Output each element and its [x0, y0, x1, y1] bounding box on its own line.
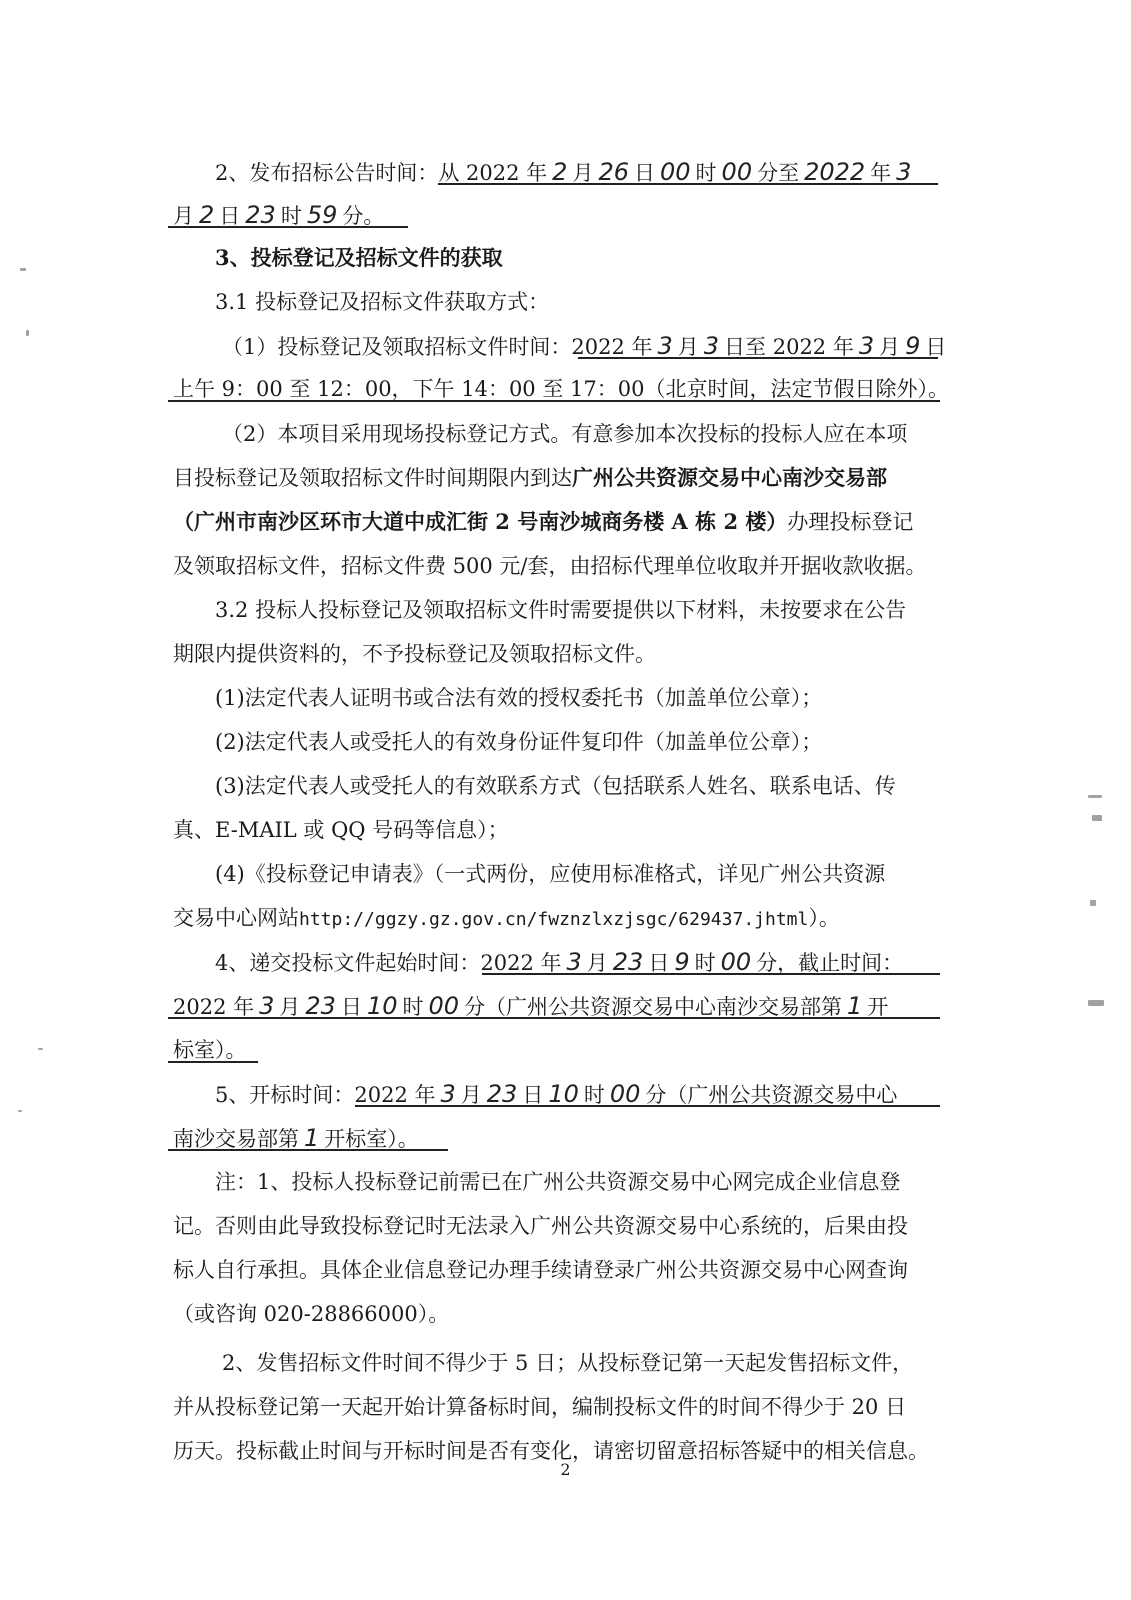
handwritten-end-month: 3 [896, 158, 912, 186]
handwritten-end-minute: 59 [306, 201, 338, 229]
onsite-registration-line-1: （2）本项目采用现场投标登记方式。有意参加本次投标的投标人应在本项 [222, 422, 908, 446]
underline [168, 226, 408, 228]
venue-name: 广州公共资源交易中心南沙交易部 [572, 465, 887, 490]
opening-time-label: 5、开标时间： [215, 1083, 355, 1107]
underline [168, 1017, 940, 1019]
notice-time-line-1 [215, 150, 965, 194]
subsection-3-1-heading: 3.1 投标登记及招标文件获取方式： [215, 290, 550, 314]
hour-char: 时 [583, 1083, 605, 1107]
note-1-line-3: 标人自行承担。具体企业信息登记办理手续请登录广州公共资源交易中心网查询 [173, 1258, 908, 1282]
scan-speck [18, 1110, 22, 1112]
handwritten-end-year: 2022 [804, 158, 866, 186]
note-1-line-4: （或咨询 020-28866000）。 [173, 1302, 450, 1326]
material-item-3-line-2: 真、E-MAIL 或 QQ 号码等信息）； [173, 818, 509, 842]
onsite-registration-line-2 [173, 456, 963, 500]
material-item-3-line-1: (3)法定代表人或受托人的有效联系方式（包括联系人姓名、联系电话、传 [215, 774, 896, 798]
note-2-line-1: 2、发售招标文件时间不得少于 5 日；从投标登记第一天起发售招标文件， [222, 1351, 914, 1375]
day-char: 日 [522, 1083, 544, 1107]
subsection-3-2-line-1: 3.2 投标人投标登记及领取招标文件时需要提供以下材料，未按要求在公告 [215, 598, 907, 622]
handwritten-reg-end-month: 3 [858, 332, 875, 360]
submission-time-line-1 [215, 940, 965, 984]
day-char: 日 [340, 995, 362, 1019]
website-suffix: ）。 [808, 906, 840, 930]
submission-time-line-2 [173, 984, 963, 1028]
handwritten-end-hour: 23 [245, 201, 276, 229]
underline [355, 1105, 940, 1107]
venue-address: （广州市南沙区环市大道中成汇街 2 号南沙城商务楼 A 栋 2 楼） [173, 509, 788, 534]
scan-speck [1090, 900, 1096, 906]
registration-time-label: （1）投标登记及领取招标文件时间： [222, 335, 572, 359]
underline [168, 400, 940, 402]
notice-time-line-2 [173, 193, 963, 237]
website-url: http://ggzy.gz.gov.cn/fwznzlxzjsgc/629437.jhtml [299, 909, 809, 930]
section-heading-registration: 3、投标登记及招标文件的获取 [215, 245, 503, 270]
handwritten-deadline-minute: 00 [428, 992, 460, 1020]
handwritten-sub-start-day: 23 [612, 948, 644, 976]
month-char: 月 [279, 995, 301, 1019]
deadline-year: 2022 年 [173, 995, 255, 1019]
handwritten-deadline-hour: 10 [366, 992, 398, 1020]
underline [438, 183, 938, 185]
hour-char: 时 [402, 995, 424, 1019]
underline [168, 1061, 258, 1063]
minute-to-char: 分至 [757, 161, 800, 185]
month-char: 月 [572, 161, 594, 185]
handwritten-start-month: 2 [552, 158, 568, 186]
onsite-text: 办理投标登记 [787, 510, 914, 534]
subsection-3-2-line-2: 期限内提供资料的，不予投标登记及领取招标文件。 [173, 642, 656, 666]
handwritten-opening-minute: 00 [609, 1080, 641, 1108]
page-number: 2 [560, 1460, 571, 1479]
underline [168, 1149, 448, 1151]
hour-char: 时 [694, 951, 716, 975]
scan-speck [1088, 1000, 1104, 1006]
opening-venue-text: 南沙交易部第 [173, 1127, 299, 1151]
minute-end-char: 分。 [342, 204, 385, 228]
deadline-venue-text: 分（广州公共资源交易中心南沙交易部第 [464, 995, 843, 1019]
opening-room-suffix: 开标室）。 [324, 1127, 419, 1151]
handwritten-opening-month: 3 [440, 1080, 456, 1108]
note-2-line-2: 并从投标登记第一天起开始计算备标时间，编制投标文件的时间不得少于 20 日 [173, 1395, 907, 1419]
onsite-text: 目投标登记及领取招标文件时间期限内到达 [173, 466, 572, 490]
material-item-4-line-1: (4)《投标登记申请表》（一式两份，应使用标准格式，详见广州公共资源 [215, 862, 886, 886]
opening-year: 2022 年 [354, 1083, 436, 1107]
scan-speck [38, 1048, 43, 1050]
note-1-line-2: 记。否则由此导致投标登记时无法录入广州公共资源交易中心系统的，后果由投 [173, 1214, 908, 1238]
material-item-1: (1)法定代表人证明书或合法有效的授权委托书（加盖单位公章）； [215, 686, 823, 710]
day-char: 日 [219, 204, 241, 228]
scan-speck [1088, 795, 1102, 798]
handwritten-deadline-day: 23 [305, 992, 336, 1020]
note-2-line-3: 历天。投标截止时间与开标时间是否有变化，请密切留意招标答疑中的相关信息。 [173, 1439, 929, 1463]
underline [578, 357, 938, 359]
deadline-label: 分，截止时间： [756, 951, 904, 975]
handwritten-reg-end-day: 9 [905, 332, 921, 360]
handwritten-end-day: 2 [199, 201, 215, 229]
day-char: 日 [634, 161, 655, 185]
month-char: 月 [173, 204, 194, 228]
note-1-line-1: 注：1、投标人投标登记前需已在广州公共资源交易中心网完成企业信息登 [215, 1170, 901, 1194]
handwritten-deadline-month: 3 [259, 992, 275, 1020]
handwritten-start-minute: 00 [721, 158, 753, 186]
handwritten-room-number: 1 [847, 992, 863, 1020]
submission-start-year: 2022 年 [480, 951, 562, 975]
handwritten-sub-start-hour: 9 [674, 948, 690, 976]
website-label: 交易中心网站 [173, 906, 299, 930]
handwritten-opening-day: 23 [486, 1080, 518, 1108]
registration-hours: 上午 9：00 至 12：00，下午 14：00 至 17：00（北京时间，法定节假日除外）。 [173, 377, 949, 401]
onsite-registration-line-4: 及领取招标文件，招标文件费 500 元/套，由招标代理单位收取并开据收款收据。 [173, 554, 927, 578]
opening-time-line-2 [173, 1116, 963, 1160]
underline [482, 973, 940, 975]
handwritten-sub-start-month: 3 [566, 948, 582, 976]
month-char: 月 [460, 1083, 482, 1107]
room-suffix: 开 [867, 995, 889, 1019]
registration-time-line-1 [222, 324, 965, 368]
material-item-2: (2)法定代表人或受托人的有效身份证件复印件（加盖单位公章）； [215, 730, 823, 754]
year-char: 年 [870, 161, 892, 185]
day-char: 日 [925, 335, 947, 359]
handwritten-start-day: 26 [598, 158, 629, 186]
handwritten-start-hour: 00 [660, 158, 691, 186]
hour-char: 时 [280, 204, 302, 228]
handwritten-reg-start-day: 3 [703, 332, 720, 360]
handwritten-opening-hour: 10 [548, 1080, 579, 1108]
day-char: 日 [648, 951, 670, 975]
opening-time-line-1 [215, 1072, 965, 1116]
registration-start-year: 2022 年 [571, 335, 653, 359]
scan-speck [1092, 815, 1102, 821]
scan-speck [20, 268, 26, 271]
notice-from-text: 从 2022 年 [438, 161, 548, 185]
month-char: 月 [879, 335, 901, 359]
notice-time-label: 2、发布招标公告时间： [215, 161, 439, 185]
submission-time-label: 4、递交投标文件起始时间： [215, 951, 481, 975]
submission-time-line-3: 标室）。 [173, 1038, 247, 1062]
handwritten-opening-room: 1 [304, 1124, 320, 1152]
hour-char: 时 [695, 161, 717, 185]
opening-venue-text: 分（广州公共资源交易中心 [645, 1083, 898, 1107]
onsite-registration-line-3 [173, 500, 963, 544]
month-char: 月 [677, 335, 699, 359]
scan-speck [26, 330, 29, 336]
registration-to-text: 日至 2022 年 [724, 335, 854, 359]
handwritten-sub-start-minute: 00 [720, 948, 752, 976]
material-item-4-line-2 [173, 896, 963, 940]
handwritten-reg-start-month: 3 [657, 332, 673, 360]
month-char: 月 [586, 951, 608, 975]
